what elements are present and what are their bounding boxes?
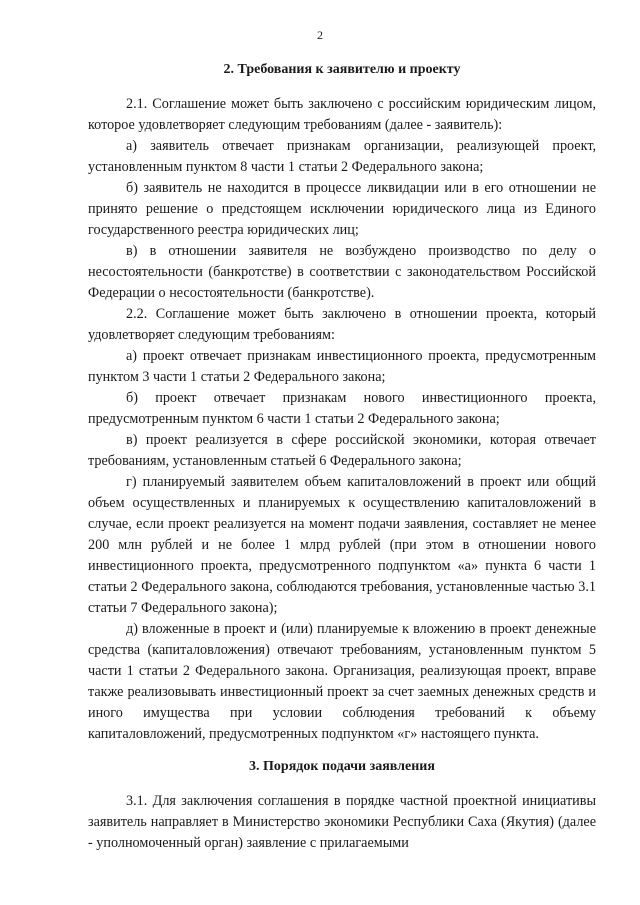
clause-2-2-a: а) проект отвечает признакам инвестиционного проекта, предусмотренным пунктом 3 части 1 статьи 2 Федерального закона; bbox=[88, 348, 596, 385]
section-2-heading: 2. Требования к заявителю и проекту bbox=[223, 62, 461, 77]
clause-2-2-b: б) проект отвечает признакам нового инвестиционного проекта, предусмотренным пунктом 6 части 1 статьи 2 Федерального закона; bbox=[88, 390, 596, 427]
clause-2-2-g: г) планируемый заявителем объем капиталовложений в проект или общий объем осуществленных и планируемых к осуществлению капиталовложений в случае, если проект реализуется на момент подачи заявления, составляет не менее 200 млн рублей и не более 1 млрд рублей (при этом в отношении нового инвестиционного проекта, предусмотренного подпунктом «а» пункта 6 части 1 статьи 2 Федерального закона, соблюдаются требования, установленные частью 3.1 статьи 7 Федерального закона); bbox=[88, 474, 596, 616]
clause-2-1: 2.1. Соглашение может быть заключено с российским юридическим лицом, которое удовлетворяет следующим требованиям (далее - заявитель): bbox=[88, 96, 596, 133]
clause-2-2-d: д) вложенные в проект и (или) планируемые к вложению в проект денежные средства (капиталовложения) отвечают требованиям, установленным пунктом 5 части 1 статьи 2 Федерального закона. Организация, реализующая проект, вправе также реализовывать инвестиционный проект за счет заемных денежных средств и иного имущества при условии соблюдения требований к объему капиталовложений, предусмотренных подпунктом «г» настоящего пункта. bbox=[88, 621, 596, 742]
clause-2-1-v: в) в отношении заявителя не возбуждено производство по делу о несостоятельности (банкротстве) в соответствии с законодательством Российской Федерации о несостоятельности (банкротстве). bbox=[88, 243, 596, 301]
section-3-heading: 3. Порядок подачи заявления bbox=[249, 759, 435, 774]
clause-2-1-b: б) заявитель не находится в процессе ликвидации или в его отношении не принято решение о предстоящем исключении юридического лица из Единого государственного реестра юридических лиц; bbox=[88, 180, 596, 238]
clause-3-1: 3.1. Для заключения соглашения в порядке частной проектной инициативы заявитель направляет в Министерство экономики Республики Саха (Якутия) (далее - уполномоченный орган) заявление с прилагаемыми bbox=[88, 793, 596, 851]
document-body bbox=[88, 60, 596, 854]
clause-2-2-v: в) проект реализуется в сфере российской экономики, которая отвечает требованиям, установленным статьей 6 Федерального закона; bbox=[88, 432, 596, 469]
clause-2-2: 2.2. Соглашение может быть заключено в отношении проекта, который удовлетворяет следующим требованиям: bbox=[88, 306, 596, 343]
clause-2-1-a: а) заявитель отвечает признакам организации, реализующей проект, установленным пунктом 8 части 1 статьи 2 Федерального закона; bbox=[88, 138, 596, 175]
page-number: 2 bbox=[317, 28, 323, 42]
